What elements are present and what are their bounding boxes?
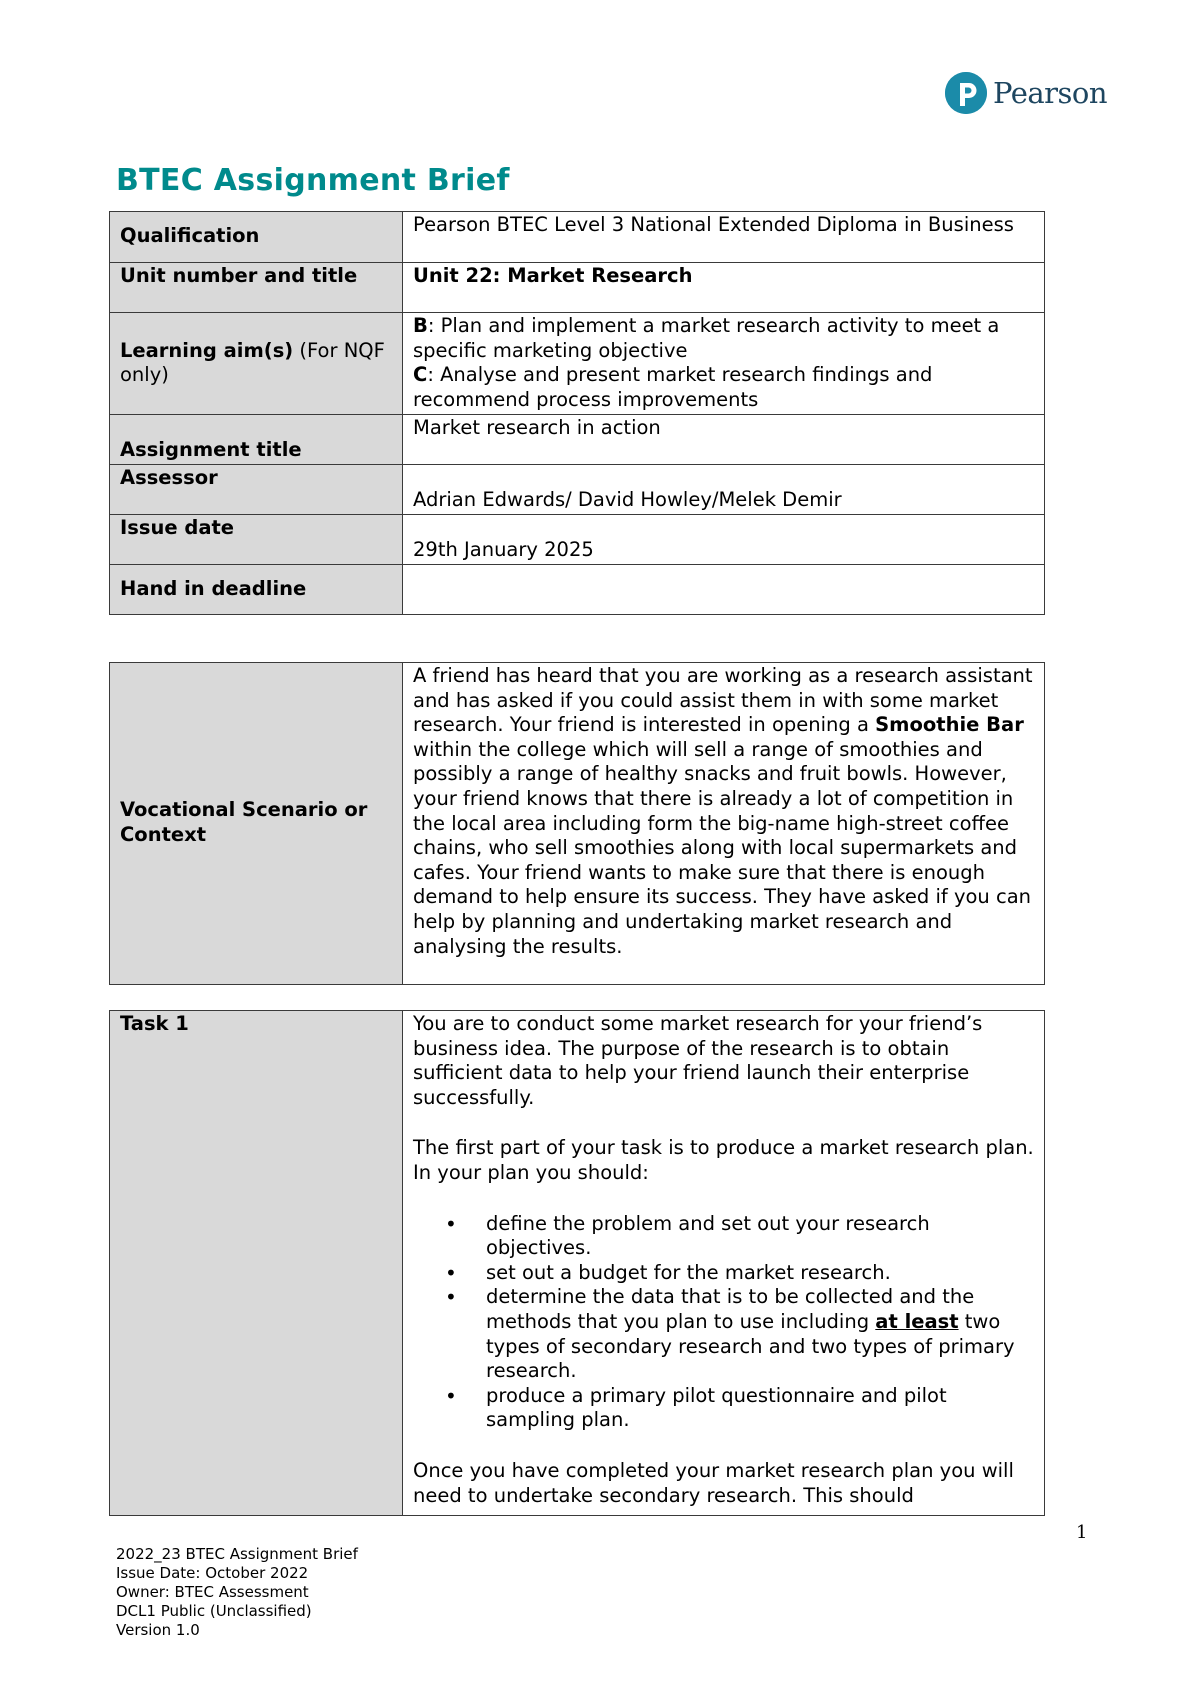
- table-row: [110, 1011, 1045, 1516]
- label-hand-in-deadline: Hand in deadline: [110, 565, 403, 615]
- value-assessor: Adrian Edwards/ David Howley/Melek Demir: [403, 465, 1045, 515]
- list-item: • determine the data that is to be collected and the methods that you plan to use including at least two types of secondary research and two types of primary research.: [413, 1285, 1034, 1383]
- value-assignment-title: Market research in action: [403, 415, 1045, 465]
- label-unit: Unit number and title: [110, 263, 403, 313]
- table-row: [110, 415, 1045, 465]
- footer-line: DCL1 Public (Unclassified): [116, 1602, 312, 1620]
- table-row: [110, 663, 1045, 985]
- footer-line: Issue Date: October 2022: [116, 1564, 309, 1582]
- value-qualification: Pearson BTEC Level 3 National Extended Diploma in Business: [403, 212, 1045, 263]
- aim-b: B: Plan and implement a market research activity to meet a specific marketing objective: [413, 314, 1000, 362]
- pearson-logo: [945, 72, 1107, 114]
- table-row: [110, 465, 1045, 515]
- table-row: [110, 515, 1045, 565]
- table-row: [110, 565, 1045, 615]
- label-task-1: Task 1: [110, 1011, 403, 1516]
- at-least-emphasis: at least: [875, 1309, 959, 1333]
- assignment-info-table: [109, 211, 1045, 615]
- label-scenario: Vocational Scenario or Context: [110, 663, 403, 985]
- value-issue-date: 29th January 2025: [403, 515, 1045, 565]
- task-table: [109, 1010, 1045, 1516]
- value-hand-in-deadline: [403, 565, 1045, 615]
- value-task-1: [403, 1011, 1045, 1516]
- list-item: • produce a primary pilot questionnaire and pilot sampling plan.: [413, 1384, 1034, 1433]
- label-assessor: Assessor: [110, 465, 403, 515]
- value-unit: Unit 22: Market Research: [403, 263, 1045, 313]
- pearson-logo-text: Pearson: [993, 76, 1108, 110]
- task-paragraph-2: The first part of your task is to produce a market research plan. In your plan you should:: [413, 1136, 1034, 1184]
- task-paragraph-1: You are to conduct some market research for your friend’s business idea. The purpose of the research is to obtain sufficient data to help your friend launch their enterprise successfully.: [413, 1012, 983, 1109]
- task-paragraph-3: Once you have completed your market research plan you will need to undertake secondary research. This should: [413, 1458, 1014, 1507]
- label-learning-aims: Learning aim(s) (For NQF only): [110, 313, 403, 415]
- table-row: [110, 212, 1045, 263]
- page-title: BTEC Assignment Brief: [116, 163, 510, 198]
- value-learning-aims: [403, 313, 1045, 415]
- aim-c: C: Analyse and present market research findings and recommend process improvements: [413, 363, 933, 411]
- scenario-table: [109, 662, 1045, 985]
- footer-line: Owner: BTEC Assessment: [116, 1583, 309, 1601]
- pearson-logo-icon: [945, 72, 987, 114]
- footer-line: 2022_23 BTEC Assignment Brief: [116, 1545, 358, 1563]
- label-issue-date: Issue date: [110, 515, 403, 565]
- label-qualification: Qualification: [110, 212, 403, 263]
- table-row: [110, 313, 1045, 415]
- list-item: • define the problem and set out your research objectives.: [413, 1212, 1034, 1261]
- table-row: [110, 263, 1045, 313]
- document-footer: [116, 1545, 358, 1640]
- label-assignment-title: Assignment title: [110, 415, 403, 465]
- task-bullet-list: [413, 1212, 1034, 1433]
- list-item: • set out a budget for the market research.: [413, 1261, 1034, 1286]
- footer-line: Version 1.0: [116, 1621, 200, 1639]
- value-scenario: A friend has heard that you are working as a research assistant and has asked if you could assist them in with some market research. Your friend is interested in opening a Smoothie Bar within the college which will sell a range of smoothies and possibly a range of healthy snacks and fruit bowls. However, your friend knows that there is already a lot of competition in the local area including form the big-name high-street coffee chains, who sell smoothies along with local supermarkets and cafes. Your friend wants to make sure that there is enough demand to help ensure its success. They have asked if you can help by planning and undertaking market research and analysing the results.: [403, 663, 1045, 985]
- page-number: 1: [1076, 1522, 1088, 1543]
